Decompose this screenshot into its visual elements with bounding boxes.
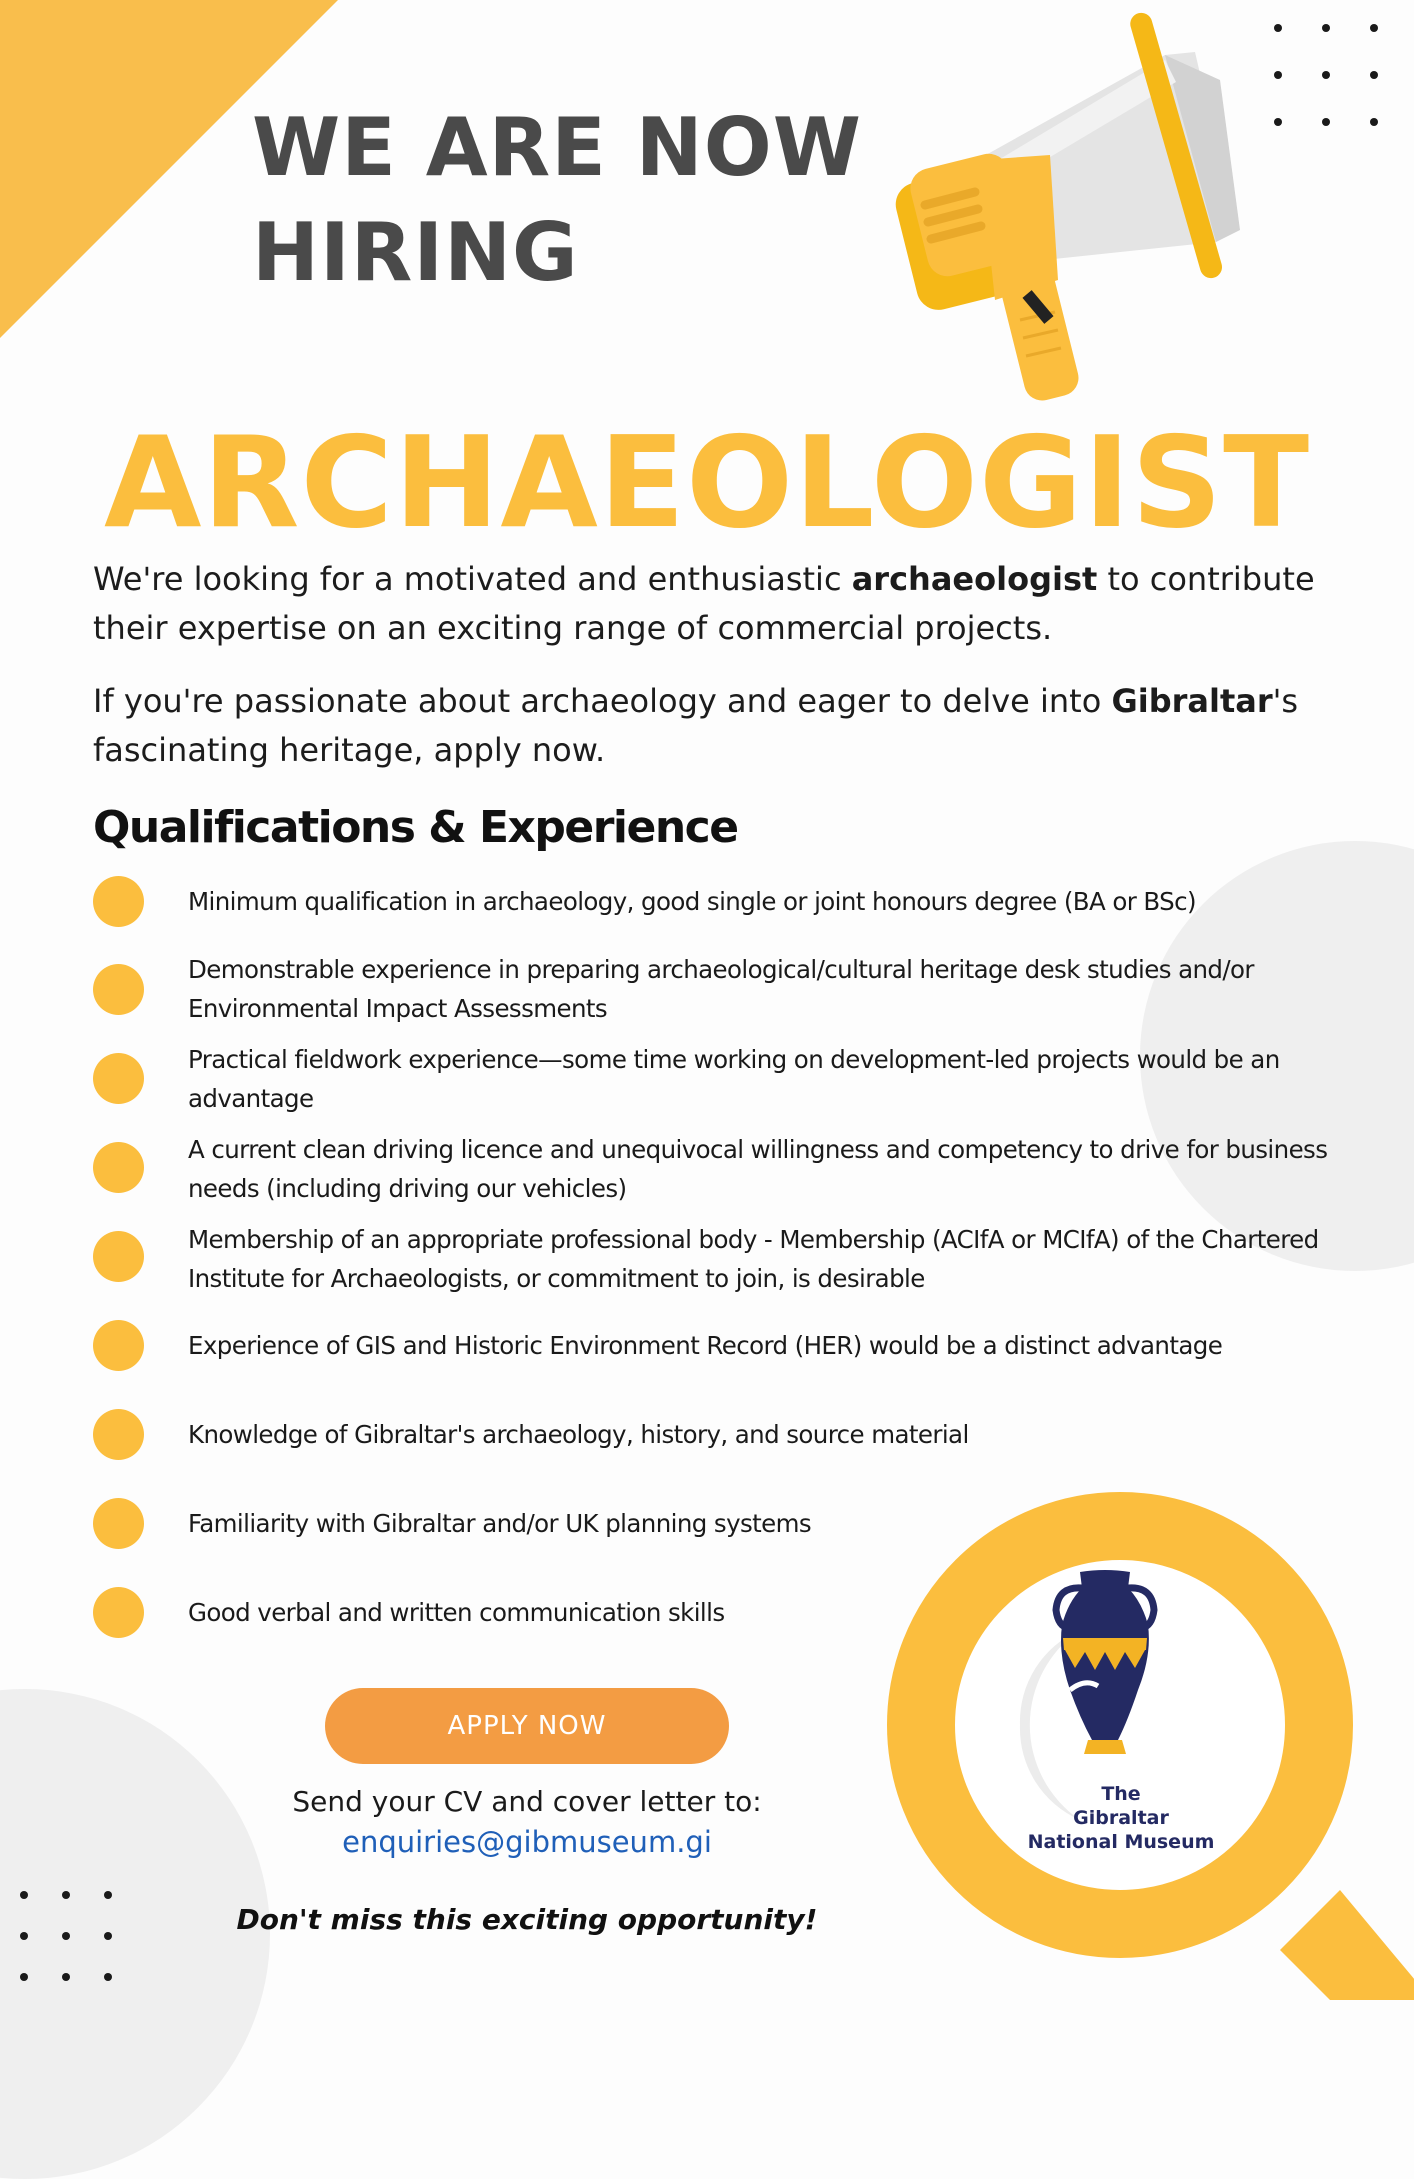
intro-2-bold-term: Gibraltar [1111, 682, 1273, 720]
list-item: Minimum qualification in archaeology, good single or joint honours degree (BA or BSc) [188, 887, 1196, 916]
bullet-dot [93, 876, 144, 927]
magnifying-glass-icon [880, 1490, 1414, 2000]
list-item: Membership of an appropriate professional body - Membership (ACIfA or MCIfA) of the Chartered Institute for Archaeologists, or commitment to join, is desirable [188, 1225, 1319, 1293]
headline-line-1: WE ARE NOW [252, 101, 862, 194]
list-item: Knowledge of Gibraltar's archaeology, history, and source material [188, 1420, 969, 1449]
list-item: Experience of GIS and Historic Environment Record (HER) would be a distinct advantage [188, 1331, 1223, 1360]
headline-line-2: HIRING [252, 206, 579, 299]
intro-1-bold-term: archaeologist [851, 560, 1098, 598]
intro-2-text-end: 's fascinating heritage, apply now. [93, 682, 1299, 769]
megaphone-icon [880, 0, 1280, 420]
bullet-dot [93, 1053, 144, 1104]
bullet-dot [93, 1320, 144, 1371]
bullet-dot [93, 1587, 144, 1638]
apply-now-button[interactable]: APPLY NOW [325, 1688, 729, 1764]
logo-text-line-1: The [1101, 1783, 1141, 1805]
closing-tagline: Don't miss this exciting opportunity! [236, 1903, 818, 1936]
qualifications-heading: Qualifications & Experience [93, 802, 738, 853]
job-title: ARCHAEOLOGIST [103, 409, 1311, 556]
send-cv-instruction: Send your CV and cover letter to: [292, 1785, 762, 1818]
email-link[interactable]: enquiries@gibmuseum.gi [342, 1825, 712, 1859]
bullet-dot [93, 964, 144, 1015]
list-item: Practical fieldwork experience—some time working on development-led projects would be an advantage [188, 1045, 1280, 1113]
bullet-dot [93, 1142, 144, 1193]
intro-paragraph-1 [93, 555, 1353, 653]
intro-2-text-start: If you're passionate about archaeology and eager to delve into [93, 682, 1112, 720]
intro-paragraph-2 [93, 677, 1353, 775]
list-item: A current clean driving licence and unequivocal willingness and competency to drive for business needs (including driving our vehicles) [188, 1135, 1328, 1203]
dot-grid-top-decoration [1274, 24, 1378, 126]
hiring-headline [252, 95, 862, 305]
bullet-dot [93, 1498, 144, 1549]
list-item: Good verbal and written communication skills [188, 1598, 725, 1627]
logo-text-line-2: Gibraltar [1073, 1807, 1169, 1829]
logo-text-line-3: National Museum [1027, 1831, 1215, 1853]
dot-grid-bottom-decoration [20, 1891, 112, 1981]
intro-1-text-start: We're looking for a motivated and enthusiastic [93, 560, 852, 598]
list-item: Familiarity with Gibraltar and/or UK planning systems [188, 1509, 812, 1538]
intro-1-text-end: to contribute their expertise on an exciting range of commercial projects. [93, 560, 1315, 647]
bullet-dot [93, 1231, 144, 1282]
list-item: Demonstrable experience in preparing archaeological/cultural heritage desk studies and/or Environmental Impact Assessments [188, 955, 1254, 1023]
bullet-dot [93, 1409, 144, 1460]
